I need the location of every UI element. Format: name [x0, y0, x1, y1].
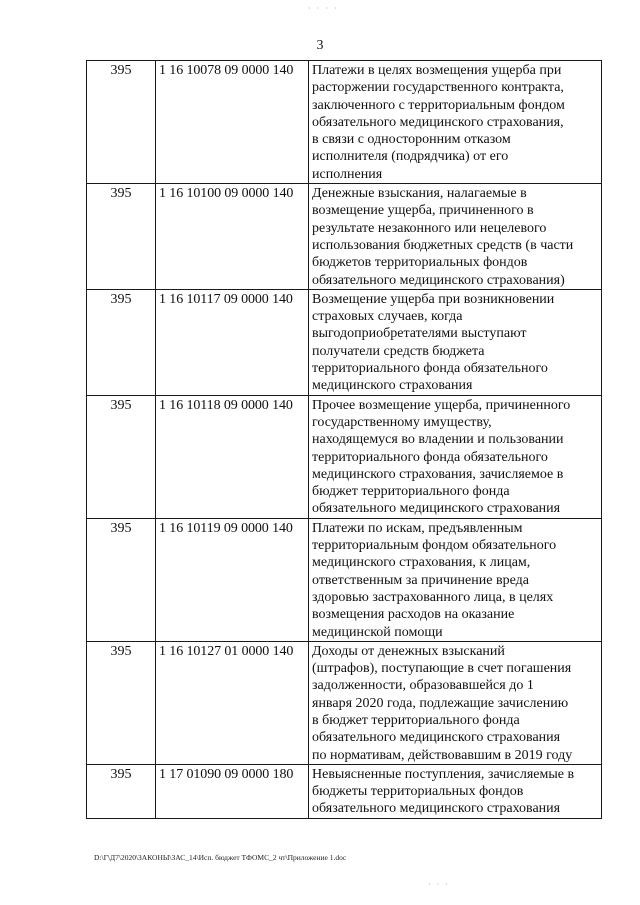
table-row [87, 184, 602, 290]
revenue-name-line: обязательного медицинского страхования [312, 501, 561, 517]
scan-artifact-dots-bottom: · · · [428, 880, 450, 889]
revenue-name-line: обязательного медицинского страхования, [312, 114, 564, 130]
admin-code-cell: 395 [87, 518, 156, 641]
budget-classification-code-cell: 1 17 01090 09 0000 180 [156, 764, 309, 818]
revenue-name-line: Доходы от денежных взысканий [312, 643, 505, 659]
revenue-name-line: задолженности, образовавшейся до 1 [312, 678, 534, 694]
revenue-name-line: (штрафов), поступающие в счет погашения [312, 661, 572, 677]
admin-code-cell: 395 [87, 764, 156, 818]
admin-code-cell: 395 [87, 641, 156, 764]
revenue-name-line: обязательного медицинского страхования [312, 801, 561, 817]
revenue-name-line: страховых случаев, когда [312, 309, 463, 325]
table-row [87, 518, 602, 641]
revenue-name-line: здоровью застрахованного лица, в целях [312, 589, 554, 605]
revenue-name-cell [309, 395, 602, 518]
revenue-name-line: результате незаконного или нецелевого [312, 220, 547, 236]
revenue-name-line: получатели средств бюджета [312, 343, 485, 359]
revenue-name-line: медицинского страхования [312, 378, 473, 394]
revenue-name-line: бюджет территориального фонда [312, 484, 510, 500]
revenue-name-cell [309, 518, 602, 641]
revenue-name-line: медицинского страхования, зачисляемое в [312, 466, 564, 482]
revenue-name-line: бюджеты территориальных фондов [312, 784, 524, 800]
table-row [87, 289, 602, 395]
revenue-name-line: бюджетов территориальных фондов [312, 255, 528, 271]
revenue-name-line: находящемуся во владении и пользовании [312, 432, 564, 448]
revenue-name-line: Возмещение ущерба при возникновении [312, 291, 555, 307]
admin-code-cell: 395 [87, 184, 156, 290]
revenue-name-line: возмещение ущерба, причиненного в [312, 203, 534, 219]
revenue-name-line: территориального фонда обязательного [312, 361, 548, 377]
admin-code-cell: 395 [87, 289, 156, 395]
revenue-name-line: исполнителя (подрядчика) от его [312, 149, 509, 165]
revenue-name-line: медицинского страхования, к лицам, [312, 555, 531, 571]
revenue-name-line: расторжении государственного контракта, [312, 80, 564, 96]
budget-classification-code-cell: 1 16 10078 09 0000 140 [156, 61, 309, 184]
revenue-name-line: Денежные взыскания, налагаемые в [312, 186, 527, 202]
revenue-name-line: Платежи по искам, предъявленным [312, 520, 523, 536]
revenue-name-cell [309, 184, 602, 290]
revenue-name-line: ответственным за причинение вреда [312, 572, 529, 588]
revenue-name-cell [309, 764, 602, 818]
revenue-name-cell [309, 641, 602, 764]
revenue-name-line: Платежи в целях возмещения ущерба при [312, 63, 562, 78]
revenue-name-cell [309, 289, 602, 395]
revenue-name-line: возмещения расходов на оказание [312, 607, 515, 623]
budget-classification-code-cell: 1 16 10119 09 0000 140 [156, 518, 309, 641]
page-number: 3 [316, 38, 324, 53]
revenue-codes-table [86, 60, 602, 819]
revenue-name-line: медицинской помощи [312, 624, 443, 640]
revenue-name-line: государственному имуществу, [312, 414, 492, 430]
revenue-name-line: января 2020 года, подлежащие зачислению [312, 695, 569, 711]
budget-classification-code-cell: 1 16 10117 09 0000 140 [156, 289, 309, 395]
revenue-name-line: обязательного медицинского страхования) [312, 272, 565, 288]
revenue-name-line: исполнения [312, 166, 383, 182]
revenue-name-line: заключенного с территориальным фондом [312, 97, 565, 113]
document-file-path: D:\Г\Д7\2020\ЗАКОНЫ\ЗАС_14\Исп. бюджет ТФОМС_2 чт\Приложение 1.doc [94, 853, 347, 862]
table-body [87, 61, 602, 819]
revenue-name-line: обязательного медицинского страхования [312, 730, 561, 746]
table-row [87, 61, 602, 184]
budget-classification-code-cell: 1 16 10118 09 0000 140 [156, 395, 309, 518]
budget-classification-code-cell: 1 16 10127 01 0000 140 [156, 641, 309, 764]
budget-classification-code-cell: 1 16 10100 09 0000 140 [156, 184, 309, 290]
table-row [87, 764, 602, 818]
revenue-name-line: Невыясненные поступления, зачисляемые в [312, 766, 575, 782]
revenue-name-line: в связи с односторонним отказом [312, 132, 511, 148]
revenue-name-line: выгодоприобретателями выступают [312, 326, 527, 342]
revenue-name-line: использования бюджетных средств (в части [312, 237, 574, 253]
table-row [87, 395, 602, 518]
revenue-name-line: территориального фонда обязательного [312, 449, 548, 465]
admin-code-cell: 395 [87, 395, 156, 518]
revenue-name-line: по нормативам, действовавшим в 2019 году [312, 747, 573, 763]
table-row [87, 641, 602, 764]
revenue-name-cell [309, 61, 602, 184]
revenue-name-line: территориальным фондом обязательного [312, 538, 557, 554]
admin-code-cell: 395 [87, 61, 156, 184]
revenue-name-line: Прочее возмещение ущерба, причиненного [312, 397, 571, 413]
revenue-name-line: в бюджет территориального фонда [312, 712, 520, 728]
scan-artifact-dots-top: · · · · [308, 4, 339, 13]
